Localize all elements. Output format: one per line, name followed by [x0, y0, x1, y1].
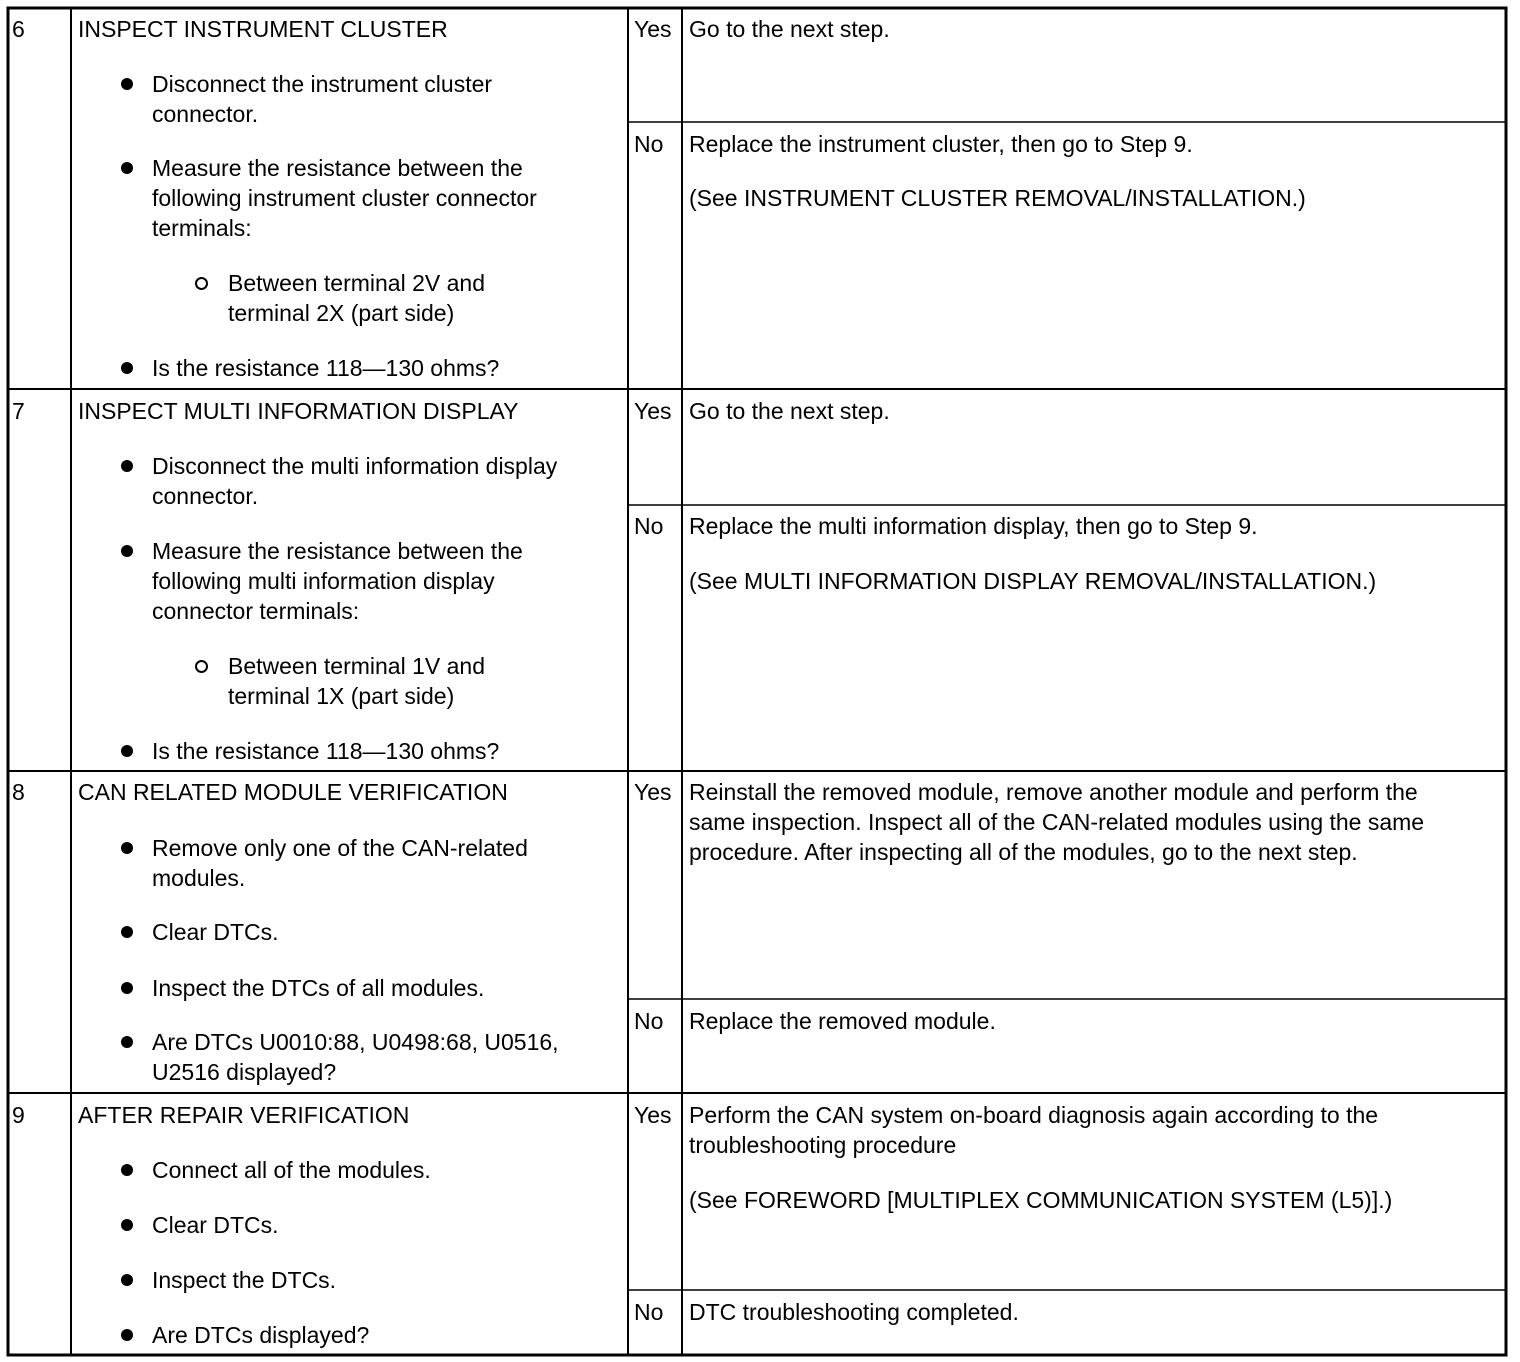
no-label: No: [634, 1299, 664, 1325]
no-action: Replace the removed module.: [689, 1008, 996, 1034]
sub-item: terminal 2X (part side): [228, 300, 455, 326]
bullet-icon: [121, 162, 133, 174]
no-label: No: [634, 1008, 664, 1034]
sub-bullet-icon: [195, 660, 208, 673]
step-title: INSPECT INSTRUMENT CLUSTER: [78, 16, 448, 42]
check-item: Is the resistance 118—130 ohms?: [152, 738, 500, 764]
bullet-icon: [121, 545, 133, 557]
no-action: DTC troubleshooting completed.: [689, 1299, 1019, 1325]
check-item: Connect all of the modules.: [152, 1157, 431, 1183]
yes-action: troubleshooting procedure: [689, 1132, 957, 1158]
check-item: Measure the resistance between the: [152, 538, 523, 564]
yes-action: same inspection. Inspect all of the CAN-related modules using the same: [689, 809, 1425, 835]
yes-reference: (See FOREWORD [MULTIPLEX COMMUNICATION SYSTEM (L5)].): [689, 1187, 1393, 1213]
yes-label: Yes: [634, 398, 672, 424]
sub-item: Between terminal 1V and: [228, 653, 485, 679]
yes-label: Yes: [634, 779, 672, 805]
bullet-icon: [121, 745, 133, 757]
step-number: 9: [12, 1102, 25, 1128]
check-item: Remove only one of the CAN-related: [152, 835, 528, 861]
check-item: Inspect the DTCs of all modules.: [152, 975, 485, 1001]
check-item: Disconnect the multi information display: [152, 453, 558, 479]
bullet-icon: [121, 926, 133, 938]
yes-label: Yes: [634, 16, 672, 42]
no-reference: (See MULTI INFORMATION DISPLAY REMOVAL/INSTALLATION.): [689, 568, 1377, 594]
sub-bullet-icon: [195, 277, 208, 290]
bullet-icon: [121, 362, 133, 374]
no-reference: (See INSTRUMENT CLUSTER REMOVAL/INSTALLATION.): [689, 185, 1306, 211]
check-item: Clear DTCs.: [152, 919, 279, 945]
check-item: U2516 displayed?: [152, 1059, 337, 1085]
sub-item: terminal 1X (part side): [228, 683, 455, 709]
yes-action: Go to the next step.: [689, 16, 890, 42]
bullet-icon: [121, 1164, 133, 1176]
step-title: INSPECT MULTI INFORMATION DISPLAY: [78, 398, 519, 424]
check-item: connector terminals:: [152, 598, 360, 624]
bullet-icon: [121, 1274, 133, 1286]
step-number: 6: [12, 16, 25, 42]
check-item: Are DTCs displayed?: [152, 1322, 370, 1348]
yes-action: Perform the CAN system on-board diagnosis again according to the: [689, 1102, 1379, 1128]
step-title: CAN RELATED MODULE VERIFICATION: [78, 779, 508, 805]
yes-action: Go to the next step.: [689, 398, 890, 424]
check-item: Clear DTCs.: [152, 1212, 279, 1238]
bullet-icon: [121, 1036, 133, 1048]
check-item: terminals:: [152, 215, 252, 241]
check-item: connector.: [152, 483, 259, 509]
yes-label: Yes: [634, 1102, 672, 1128]
step-number: 7: [12, 398, 25, 424]
bullet-icon: [121, 982, 133, 994]
no-action: Replace the instrument cluster, then go to Step 9.: [689, 131, 1193, 157]
bullet-icon: [121, 78, 133, 90]
step-title: AFTER REPAIR VERIFICATION: [78, 1102, 410, 1128]
check-item: Measure the resistance between the: [152, 155, 523, 181]
check-item: following instrument cluster connector: [152, 185, 537, 211]
yes-action: procedure. After inspecting all of the modules, go to the next step.: [689, 839, 1358, 865]
check-item: Inspect the DTCs.: [152, 1267, 337, 1293]
check-item: Are DTCs U0010:88, U0498:68, U0516,: [152, 1029, 559, 1055]
no-label: No: [634, 513, 664, 539]
step-number: 8: [12, 779, 25, 805]
bullet-icon: [121, 1329, 133, 1341]
check-item: modules.: [152, 865, 246, 891]
check-item: Is the resistance 118—130 ohms?: [152, 355, 500, 381]
no-label: No: [634, 131, 664, 157]
bullet-icon: [121, 460, 133, 472]
sub-item: Between terminal 2V and: [228, 270, 485, 296]
check-item: following multi information display: [152, 568, 495, 594]
check-item: Disconnect the instrument cluster: [152, 71, 493, 97]
yes-action: Reinstall the removed module, remove another module and perform the: [689, 779, 1418, 805]
bullet-icon: [121, 842, 133, 854]
check-item: connector.: [152, 101, 259, 127]
no-action: Replace the multi information display, then go to Step 9.: [689, 513, 1258, 539]
bullet-icon: [121, 1219, 133, 1231]
